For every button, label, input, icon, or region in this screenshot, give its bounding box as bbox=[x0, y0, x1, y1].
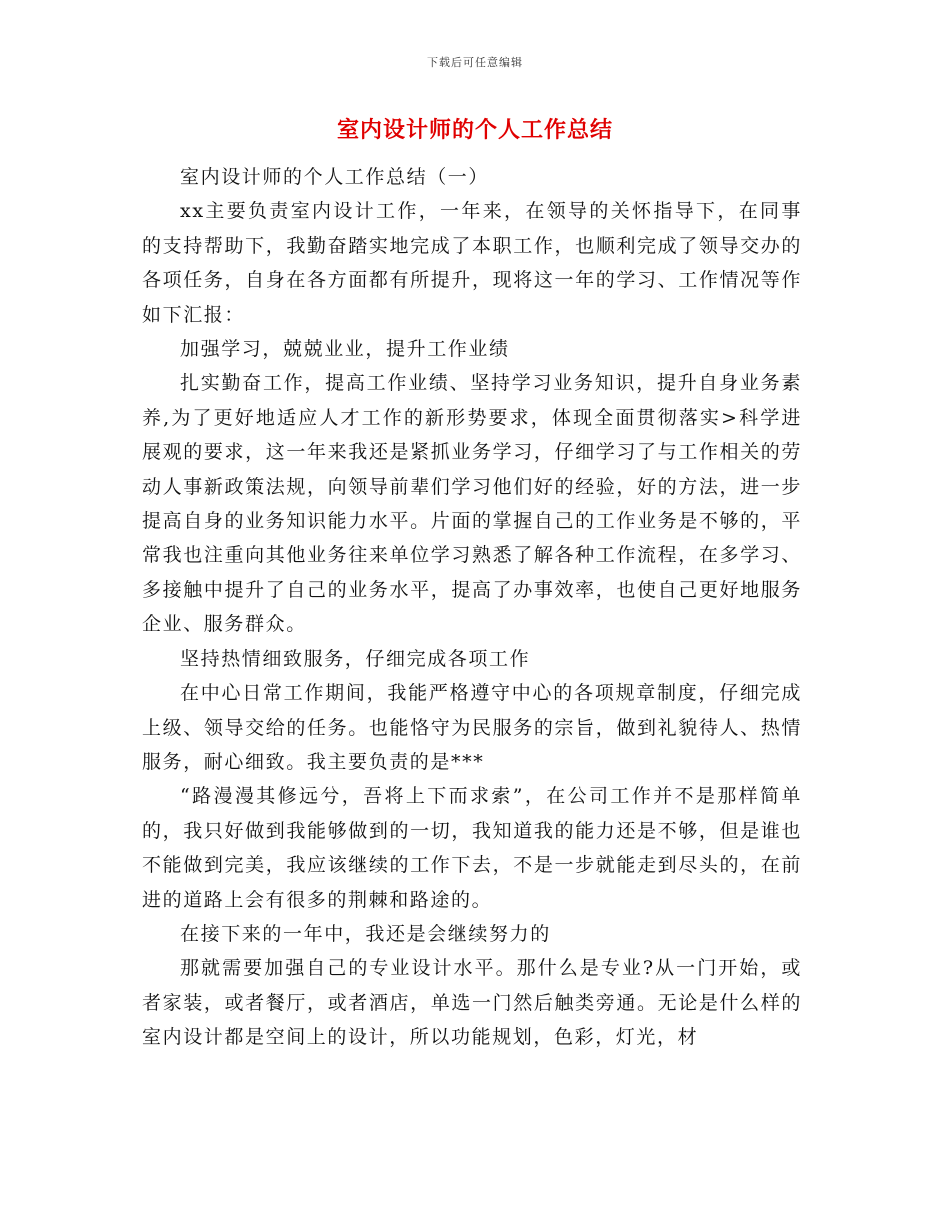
body-paragraph: xx主要负责室内设计工作，一年来，在领导的关怀指导下，在同事的支持帮助下，我勤奋踏实地完成了本职工作，也顺利完成了领导交办的各项任务，自身在各方面都有所提升，现将这一年的学习、工作情况等作如下汇报： bbox=[142, 200, 802, 326]
body-paragraph: 扎实勤奋工作，提高工作业绩、坚持学习业务知识，提升自身业务素养,为了更好地适应人才工作的新形势要求，体现全面贯彻落实>科学进展观的要求，这一年来我还是紧抓业务学习，仔细学习了与工作相关的劳动人事新政策法规，向领导前辈们学习他们好的经验，好的方法，进一步提高自身的业务知识能力水平。片面的掌握自己的工作业务是不够的，平常我也注重向其他业务往来单位学习熟悉了解各种工作流程，在多学习、多接触中提升了自己的业务水平，提高了办事效率，也使自己更好地服务企业、服务群众。 bbox=[142, 372, 802, 636]
page-header-note: 下载后可任意编辑 bbox=[427, 56, 523, 69]
section-heading: 在接下来的一年中，我还是会继续努力的 bbox=[180, 922, 551, 945]
body-paragraph: 在中心日常工作期间，我能严格遵守中心的各项规章制度，仔细完成上级、领导交给的任务。也能恪守为民服务的宗旨，做到礼貌待人、热情服务，耐心细致。我主要负责的是*** bbox=[142, 682, 802, 773]
section-heading: 坚持热情细致服务，仔细完成各项工作 bbox=[180, 647, 531, 670]
body-paragraph: “路漫漫其修远兮，吾将上下而求索”，在公司工作并不是那样简单的，我只好做到我能够做到的一切，我知道我的能力还是不够，但是谁也不能做到完美，我应该继续的工作下去，不是一步就能走到尽头的，在前进的道路上会有很多的荆棘和路途的。 bbox=[142, 785, 802, 911]
section-heading: 室内设计师的个人工作总结（一） bbox=[180, 166, 490, 188]
body-paragraph: 那就需要加强自己的专业设计水平。那什么是专业?从一门开始，或者家装，或者餐厅，或者酒店，单选一门然后触类旁通。无论是什么样的室内设计都是空间上的设计，所以功能规划，色彩，灯光，材 bbox=[142, 957, 802, 1049]
section-heading: 加强学习，兢兢业业，提升工作业绩 bbox=[180, 338, 510, 361]
document-title: 室内设计师的个人工作总结 bbox=[336, 118, 613, 143]
document-body bbox=[142, 160, 802, 1055]
